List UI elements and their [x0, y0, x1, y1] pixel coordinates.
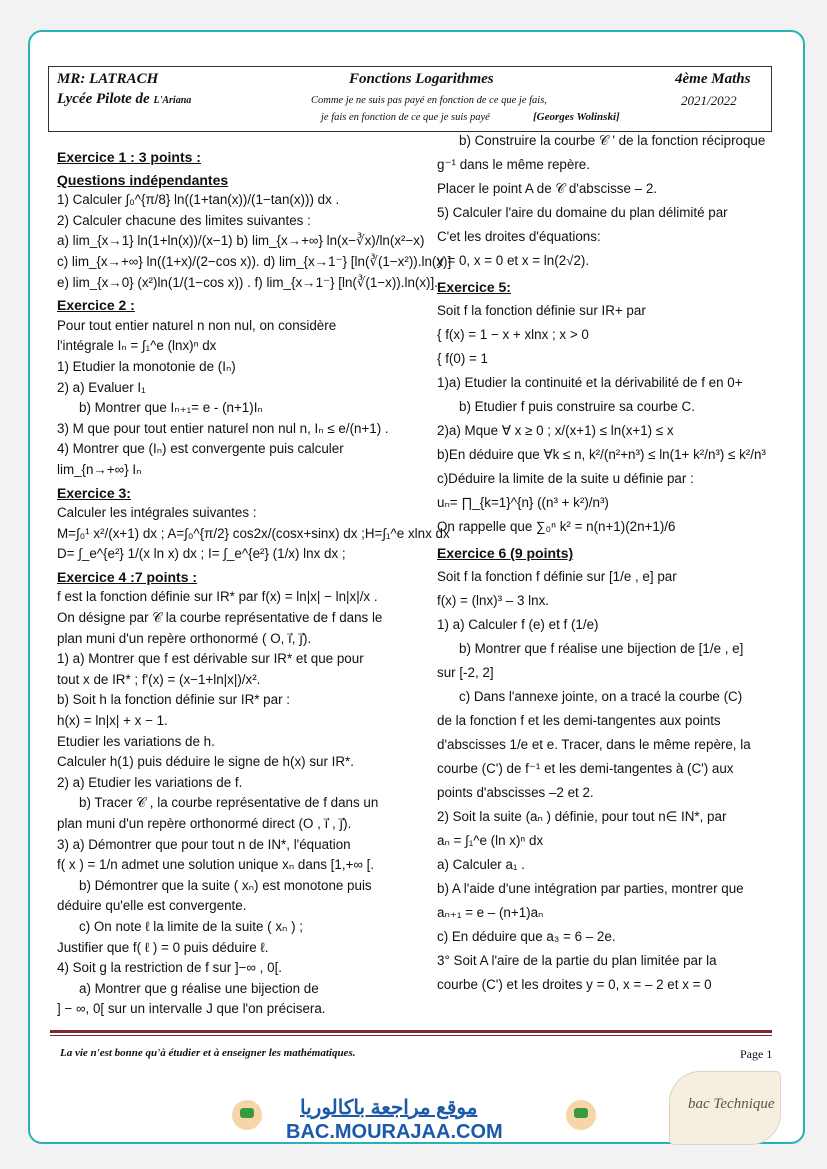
- text-line: Calculer h(1) puis déduire le signe de h(x) sur IR*.: [57, 754, 354, 770]
- text-line: courbe (C') de f⁻¹ et les demi-tangentes à (C') aux: [437, 761, 734, 776]
- text-line: plan muni d'un repère orthonormé ( O, i⃗, j⃗).: [57, 630, 312, 646]
- left-column: [57, 146, 452, 1021]
- footer-divider: [50, 1030, 772, 1033]
- text-line: 2)a) Mque ∀ x ≥ 0 ; x/(x+1) ≤ ln(x+1) ≤ x: [437, 423, 674, 438]
- text-line: 1) a) Calculer f (e) et f (1/e): [437, 617, 599, 632]
- text-line: 2) a) Evaluer I₁: [57, 379, 146, 395]
- text-line: ] − ∞, 0[ sur un intervalle J que l'on précisera.: [57, 1001, 326, 1017]
- text-line: 4) Soit g la restriction de f sur ]−∞ , 0[.: [57, 960, 283, 976]
- text-line: b) Montrer que Iₙ₊₁= e - (n+1)Iₙ: [79, 400, 263, 416]
- text-line: a) Calculer a₁ .: [437, 857, 525, 872]
- class-level: 4ème Maths: [675, 71, 751, 87]
- exercise-heading: Exercice 5:: [437, 279, 511, 295]
- text-line: h(x) = ln|x| + x − 1.: [57, 713, 168, 729]
- text-line: { f(0) = 1: [437, 351, 488, 366]
- text-line: a) lim_{x→1} ln(1+ln(x))/(x−1) b) lim_{x→+∞} ln(x−∛x)/ln(x²−x): [57, 233, 425, 249]
- site-name-arabic[interactable]: موقع مراجعة باكالوريا: [300, 1097, 478, 1119]
- document-title: Fonctions Logarithmes: [349, 71, 494, 87]
- site-logo-icon: [566, 1100, 596, 1130]
- text-line: points d'abscisses –2 et 2.: [437, 785, 594, 800]
- footer-note: La vie n'est bonne qu'à étudier et à enseigner les mathématiques.: [60, 1047, 356, 1059]
- text-line: b) Montrer que f réalise une bijection de [1/e , e]: [459, 641, 744, 656]
- footer-divider-thin: [50, 1035, 772, 1036]
- quote-author: [Georges Wolinski]: [533, 111, 620, 123]
- text-line: c) Dans l'annexe jointe, on a tracé la courbe (C): [459, 689, 743, 704]
- text-line: b) Tracer 𝒞 , la courbe représentative de f dans un: [79, 795, 379, 811]
- text-line: b) A l'aide d'une intégration par parties, montrer que: [437, 881, 744, 896]
- text-line: f est la fonction définie sur IR* par f(x) = ln|x| − ln|x|/x .: [57, 589, 378, 605]
- text-line: c) En déduire que a₃ = 6 – 2e.: [437, 929, 616, 944]
- text-line: aₙ₊₁ = e – (n+1)aₙ: [437, 905, 544, 920]
- page-number: Page 1: [740, 1047, 773, 1061]
- text-line: 3) M que pour tout entier naturel non nul n, Iₙ ≤ e/(n+1) .: [57, 420, 389, 436]
- text-line: a) Montrer que g réalise une bijection de: [79, 980, 319, 996]
- text-line: 1) Calculer ∫₀^{π/8} ln((1+tan(x))/(1−tan(x))) dx .: [57, 192, 340, 208]
- site-url[interactable]: BAC.MOURAJAA.COM: [286, 1121, 503, 1143]
- exercise-heading: Exercice 3:: [57, 484, 131, 501]
- text-line: 2) Calculer chacune des limites suivantes :: [57, 212, 311, 228]
- right-column: [437, 132, 782, 1000]
- text-line: d'abscisses 1/e et e. Tracer, dans le même repère, la: [437, 737, 751, 752]
- exercise-heading: Exercice 6 (9 points): [437, 545, 574, 561]
- text-line: b) Soit h la fonction définie sur IR* par :: [57, 692, 290, 708]
- text-line: plan muni d'un repère orthonormé direct (O , i⃗ , j⃗).: [57, 816, 352, 831]
- school-name: Lycée Pilote de L'Ariana: [57, 91, 192, 107]
- text-line: g⁻¹ dans le même repère.: [437, 157, 590, 172]
- text-line: Etudier les variations de h.: [57, 733, 215, 749]
- text-line: de la fonction f et les demi-tangentes aux points: [437, 713, 721, 728]
- exercise-heading: Exercice 4 :7 points :: [57, 568, 198, 585]
- school-year: 2021/2022: [681, 93, 737, 108]
- text-line: c) On note ℓ la limite de la suite ( xₙ ) ;: [79, 918, 303, 934]
- text-line: Justifier que f( ℓ ) = 0 puis déduire ℓ.: [57, 939, 269, 955]
- text-line: M=∫₀¹ x²/(x+1) dx ; A=∫₀^{π/2} cos2x/(cosx+sinx) dx ;H=∫₁^e xlnx dx: [57, 525, 450, 541]
- text-line: déduire qu'elle est convergente.: [57, 898, 247, 914]
- exercise-heading: Exercice 2 :: [57, 297, 135, 314]
- text-line: y = 0, x = 0 et x = ln(2√2).: [437, 253, 590, 268]
- text-line: 2) a) Etudier les variations de f.: [57, 774, 243, 790]
- text-line: D= ∫_e^{e²} 1/(x ln x) dx ; I= ∫_e^{e²} (1/x) lnx dx ;: [57, 546, 346, 562]
- site-logo-icon: [232, 1100, 262, 1130]
- document-header: [48, 66, 772, 132]
- text-line: 5) Calculer l'aire du domaine du plan délimité par: [437, 205, 728, 220]
- text-line: tout x de IR* ; f'(x) = (x−1+ln|x|)/x².: [57, 671, 261, 687]
- text-line: b) Démontrer que la suite ( xₙ) est monotone puis: [79, 877, 372, 893]
- bac-technique-badge: bac Technique: [670, 1072, 780, 1144]
- text-line: 3° Soit A l'aire de la partie du plan limitée par la: [437, 953, 717, 968]
- text-line: aₙ = ∫₁^e (ln x)ⁿ dx: [437, 833, 544, 848]
- text-line: 1) Etudier la monotonie de (Iₙ): [57, 358, 236, 374]
- teacher-name: MR: LATRACH: [57, 71, 159, 87]
- text-line: b) Etudier f puis construire sa courbe C.: [459, 399, 695, 414]
- exercise-heading: Exercice 1 : 3 points :: [57, 149, 201, 165]
- text-line: Calculer les intégrales suivantes :: [57, 505, 257, 521]
- text-line: sur [-2, 2]: [437, 665, 494, 680]
- exercise-heading: Questions indépendantes: [57, 171, 229, 188]
- text-line: uₙ= ∏_{k=1}^{n} ((n³ + k²)/n³): [437, 495, 609, 510]
- text-line: e) lim_{x→0} (x²)ln(1/(1−cos x)) . f) lim_{x→1⁻} [ln(∛(1−x)).ln(x)].: [57, 274, 438, 290]
- text-line: 4) Montrer que (Iₙ) est convergente puis calculer: [57, 441, 344, 457]
- text-line: 1) a) Montrer que f est dérivable sur IR* et que pour: [57, 651, 364, 667]
- text-line: On rappelle que ∑₀ⁿ k² = n(n+1)(2n+1)/6: [437, 519, 676, 534]
- text-line: f(x) = (lnx)³ – 3 lnx.: [437, 593, 549, 608]
- text-line: On désigne par 𝒞 la courbe représentative de f dans le: [57, 610, 383, 626]
- text-line: 3) a) Démontrer que pour tout n de IN*, l'équation: [57, 836, 351, 852]
- text-line: Soit f la fonction f définie sur [1/e , e] par: [437, 569, 677, 584]
- text-line: Placer le point A de 𝒞 d'abscisse – 2.: [437, 181, 658, 196]
- text-line: Pour tout entier naturel n non nul, on considère: [57, 317, 337, 333]
- text-line: f( x ) = 1/n admet une solution unique xₙ dans [1,+∞ [.: [57, 857, 375, 873]
- text-line: b) Construire la courbe 𝒞 ' de la fonction réciproque: [459, 133, 766, 148]
- text-line: c)Déduire la limite de la suite u définie par :: [437, 471, 694, 486]
- text-line: Soit f la fonction définie sur IR+ par: [437, 303, 646, 318]
- text-line: 2) Soit la suite (aₙ ) définie, pour tout n∈ IN*, par: [437, 809, 727, 824]
- text-line: l'intégrale Iₙ = ∫₁^e (lnx)ⁿ dx: [57, 338, 217, 354]
- text-line: courbe (C') et les droites y = 0, x = – 2 et x = 0: [437, 977, 712, 992]
- quote-line-1: Comme je ne suis pas payé en fonction de ce que je fais,: [311, 95, 547, 106]
- text-line: { f(x) = 1 − x + xlnx ; x > 0: [437, 327, 589, 342]
- text-line: b)En déduire que ∀k ≤ n, k²/(n²+n³) ≤ ln(1+ k²/n³) ≤ k²/n³: [437, 447, 766, 462]
- text-line: C'et les droites d'équations:: [437, 229, 601, 244]
- text-line: lim_{n→+∞} Iₙ: [57, 461, 142, 477]
- text-line: 1)a) Etudier la continuité et la dérivabilité de f en 0+: [437, 375, 743, 390]
- quote-line-2: je fais en fonction de ce que je suis payé: [321, 112, 490, 123]
- text-line: c) lim_{x→+∞} ln((1+x)/(2−cos x)). d) lim_{x→1⁻} [ln(∛(1−x²)).ln(x)]: [57, 253, 452, 269]
